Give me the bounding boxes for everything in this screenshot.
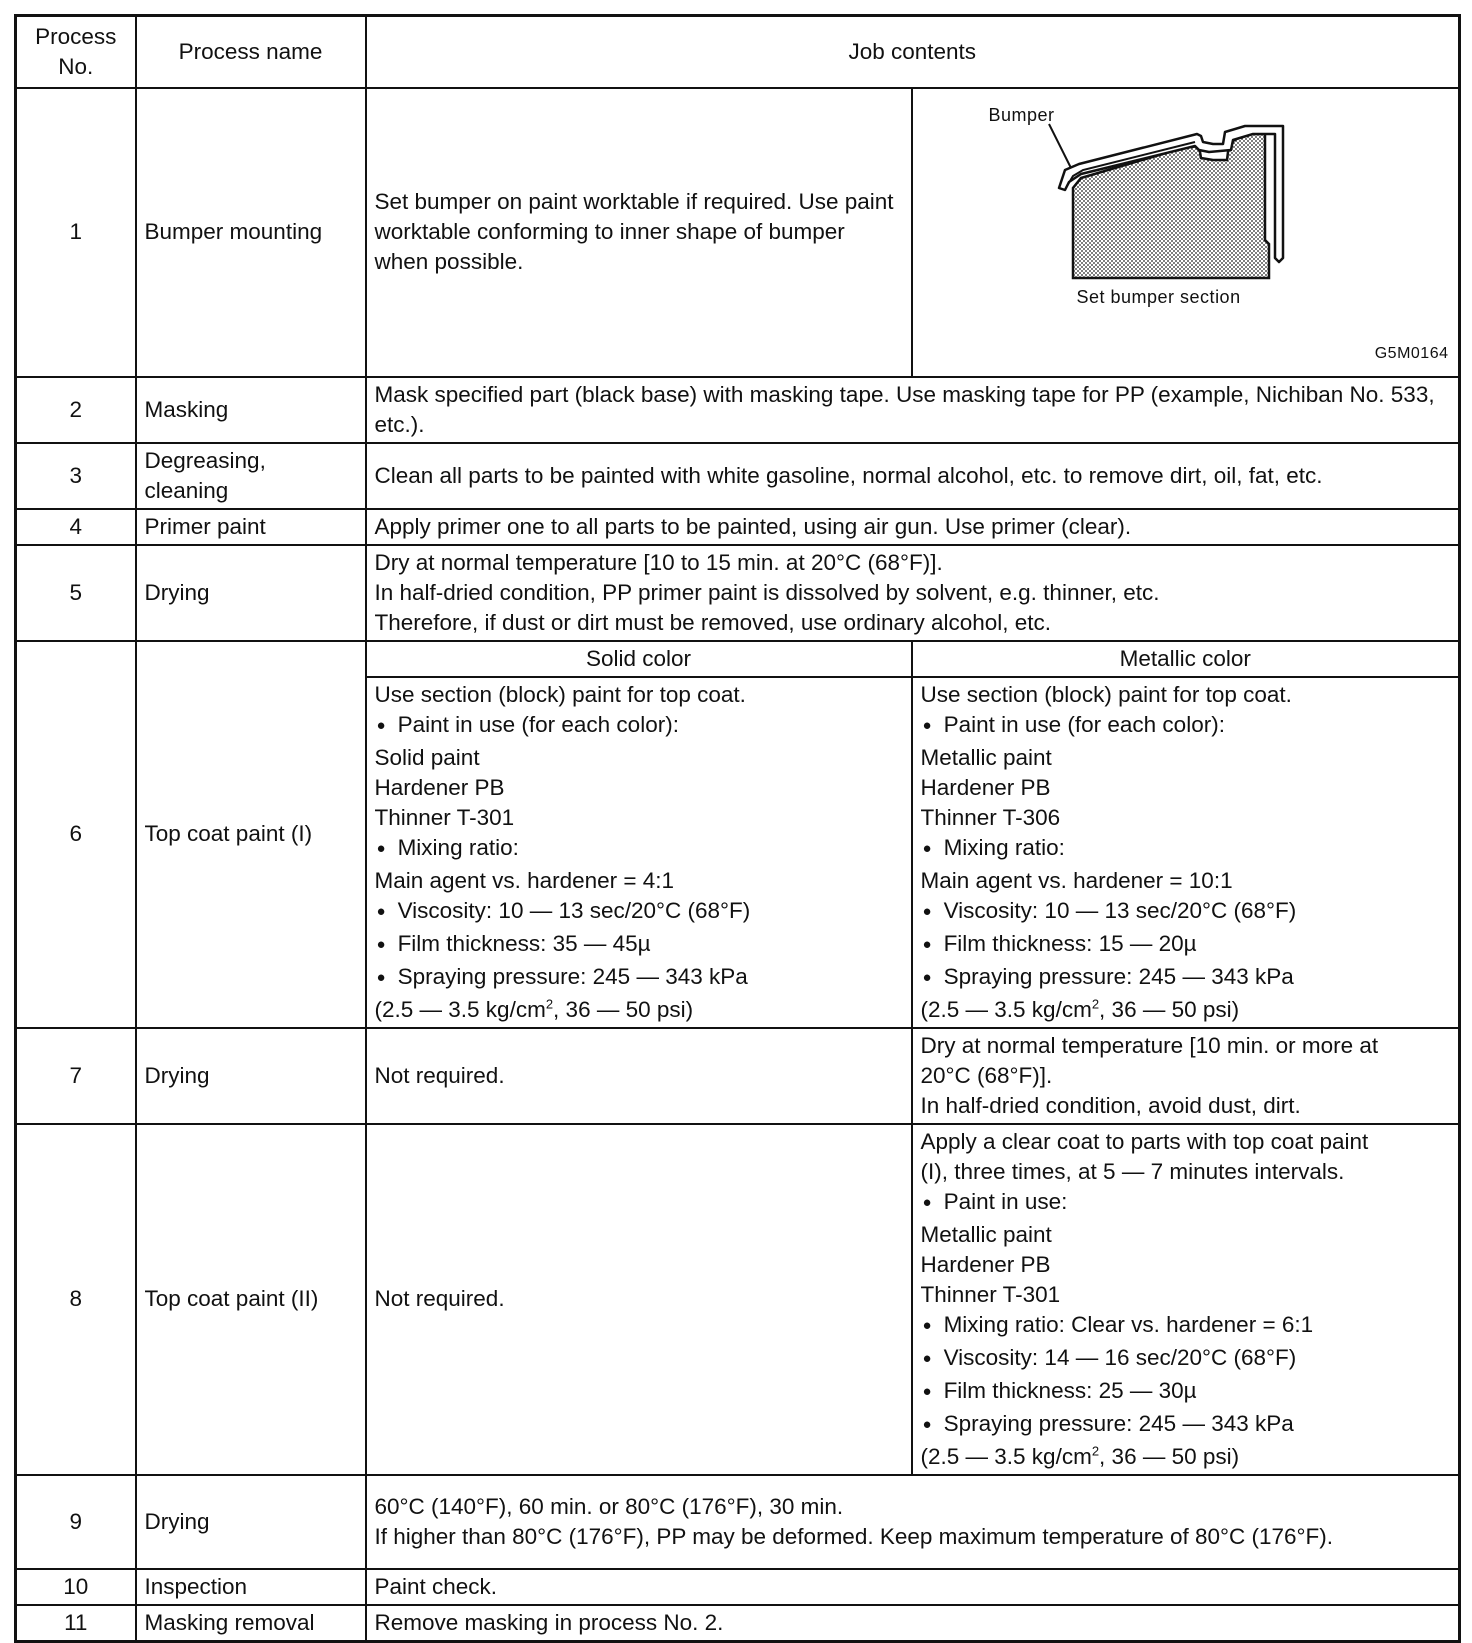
spec-bullet: ● Viscosity: 10 — 13 sec/20°C (68°F) xyxy=(921,896,1451,929)
pressure-b: , 36 — 50 psi) xyxy=(1099,1443,1240,1469)
job-text xyxy=(366,1475,1460,1569)
process-no: 10 xyxy=(16,1569,136,1605)
process-name: Drying xyxy=(136,1475,366,1569)
spec-line-pressure xyxy=(921,1442,1451,1472)
table-row xyxy=(16,545,1460,641)
spec-line: Dry at normal temperature [10 min. or more at xyxy=(920,1032,1379,1058)
pressure-sup: 2 xyxy=(1091,996,1100,1011)
pressure-sup: 2 xyxy=(1091,1443,1100,1458)
spec-line: Metallic paint xyxy=(920,1221,1052,1247)
spec-line: Use section (block) paint for top coat. xyxy=(374,681,746,707)
job-line: In half-dried condition, PP primer paint is dissolved by solvent, e.g. thinner, etc. xyxy=(374,579,1160,605)
header-job-contents: Job contents xyxy=(366,16,1460,88)
job-text: Apply primer one to all parts to be painted, using air gun. Use primer (clear). xyxy=(366,509,1460,545)
spec-bullet: ● Film thickness: 25 — 30µ xyxy=(921,1376,1451,1409)
spec-bullet: ● Viscosity: 10 — 13 sec/20°C (68°F) xyxy=(375,896,903,929)
table-row xyxy=(16,1475,1460,1569)
process-table xyxy=(14,14,1461,1643)
bumper-leader-line xyxy=(1049,124,1071,168)
spec-bullet: ● Mixing ratio: Clear vs. hardener = 6:1 xyxy=(921,1310,1451,1343)
spec-line: Hardener PB xyxy=(920,774,1051,800)
spec-bullet: ● Spraying pressure: 245 — 343 kPa xyxy=(921,962,1451,995)
spec-line: Metallic paint xyxy=(920,744,1052,770)
metallic-color-spec xyxy=(912,677,1460,1028)
spec-bullet: ● Paint in use (for each color): xyxy=(921,710,1451,743)
table-row xyxy=(16,377,1460,443)
process-name: Bumper mounting xyxy=(136,88,366,377)
process-table-sheet xyxy=(14,14,1458,1643)
solid-color-header: Solid color xyxy=(366,641,912,677)
spec-bullet: ● Film thickness: 15 — 20µ xyxy=(921,929,1451,962)
spec-line: Solid paint xyxy=(374,744,480,770)
job-text xyxy=(366,88,912,377)
process-name-line1: Degreasing, xyxy=(144,447,266,473)
process-name: Top coat paint (II) xyxy=(136,1124,366,1475)
spec-bullet: ● Film thickness: 35 — 45µ xyxy=(375,929,903,962)
job-text: Clean all parts to be painted with white gasoline, normal alcohol, etc. to remove dirt, oil, fat, etc. xyxy=(366,443,1460,509)
spec-line: (I), three times, at 5 — 7 minutes intervals. xyxy=(920,1158,1345,1184)
table-row xyxy=(16,1605,1460,1642)
spec-line: Hardener PB xyxy=(920,1251,1051,1277)
pressure-a: (2.5 — 3.5 kg/cm xyxy=(920,996,1092,1022)
spec-bullet: ● Mixing ratio: xyxy=(375,833,903,866)
process-name: Inspection xyxy=(136,1569,366,1605)
spec-line: In half-dried condition, avoid dust, dirt. xyxy=(920,1092,1301,1118)
worktable-block xyxy=(1073,134,1269,278)
pressure-a: (2.5 — 3.5 kg/cm xyxy=(920,1443,1092,1469)
job-line: Therefore, if dust or dirt must be removed, use ordinary alcohol, etc. xyxy=(374,609,1052,635)
process-name: Masking xyxy=(136,377,366,443)
spec-bullet: ● Paint in use (for each color): xyxy=(375,710,903,743)
process-name: Primer paint xyxy=(136,509,366,545)
header-process-no-line1: Process xyxy=(35,23,117,49)
bumper-figure xyxy=(913,90,1461,375)
job-text xyxy=(366,545,1460,641)
table-header-row xyxy=(16,16,1460,88)
bumper-section-diagram xyxy=(913,90,1461,375)
table-row xyxy=(16,641,1460,677)
header-process-name: Process name xyxy=(136,16,366,88)
spec-line: 20°C (68°F)]. xyxy=(920,1062,1053,1088)
spec-line: Thinner T-301 xyxy=(920,1281,1061,1307)
figure-label-section: Set bumper section xyxy=(1076,286,1241,307)
process-no: 7 xyxy=(16,1028,136,1124)
process-no: 9 xyxy=(16,1475,136,1569)
table-row xyxy=(16,1569,1460,1605)
job-line: 60°C (140°F), 60 min. or 80°C (176°F), 30 min. xyxy=(374,1493,844,1519)
process-no: 4 xyxy=(16,509,136,545)
table-row xyxy=(16,88,1460,377)
spec-bullet: ● Paint in use: xyxy=(921,1187,1451,1220)
pressure-a: (2.5 — 3.5 kg/cm xyxy=(374,996,546,1022)
process-name: Drying xyxy=(136,545,366,641)
spec-bullet: ● Viscosity: 14 — 16 sec/20°C (68°F) xyxy=(921,1343,1451,1376)
spec-line: Apply a clear coat to parts with top coat paint xyxy=(920,1128,1369,1154)
job-line: Dry at normal temperature [10 to 15 min. at 20°C (68°F)]. xyxy=(374,549,943,575)
job-text: Remove masking in process No. 2. xyxy=(366,1605,1460,1642)
spec-line-pressure xyxy=(921,995,1451,1025)
process-name-line2: cleaning xyxy=(144,477,229,503)
pressure-b: , 36 — 50 psi) xyxy=(1099,996,1240,1022)
metallic-color-header: Metallic color xyxy=(912,641,1460,677)
table-row xyxy=(16,443,1460,509)
spec-bullet: ● Spraying pressure: 245 — 343 kPa xyxy=(921,1409,1451,1442)
spec-line: Main agent vs. hardener = 10:1 xyxy=(920,867,1233,893)
spec-line: Thinner T-306 xyxy=(920,804,1061,830)
process-no: 11 xyxy=(16,1605,136,1642)
process-no: 3 xyxy=(16,443,136,509)
table-row xyxy=(16,509,1460,545)
process-no: 2 xyxy=(16,377,136,443)
metallic-color-spec xyxy=(912,1028,1460,1124)
table-row xyxy=(16,1028,1460,1124)
spec-line: Use section (block) paint for top coat. xyxy=(920,681,1292,707)
pressure-sup: 2 xyxy=(545,996,554,1011)
job-text: Mask specified part (black base) with masking tape. Use masking tape for PP (example, Nichiban No. 533, etc.). xyxy=(366,377,1460,443)
table-row xyxy=(16,1124,1460,1475)
spec-bullet: ● Mixing ratio: xyxy=(921,833,1451,866)
process-no: 1 xyxy=(16,88,136,377)
job-text-content: Set bumper on paint worktable if required. Use paint worktable conforming to inner shape of bumper when possible. xyxy=(374,189,894,274)
process-name xyxy=(136,443,366,509)
bumper-figure-cell xyxy=(912,88,1460,377)
solid-color-spec: Not required. xyxy=(366,1124,912,1475)
figure-label-bumper: Bumper xyxy=(988,104,1055,125)
header-process-no xyxy=(16,16,136,88)
figure-code: G5M0164 xyxy=(1374,344,1449,362)
metallic-color-spec xyxy=(912,1124,1460,1475)
spec-line: Main agent vs. hardener = 4:1 xyxy=(374,867,675,893)
solid-color-spec: Not required. xyxy=(366,1028,912,1124)
process-no: 8 xyxy=(16,1124,136,1475)
process-name: Top coat paint (I) xyxy=(136,641,366,1028)
job-line: If higher than 80°C (176°F), PP may be deformed. Keep maximum temperature of 80°C (176°F). xyxy=(374,1523,1334,1549)
process-name: Masking removal xyxy=(136,1605,366,1642)
header-process-no-line2: No. xyxy=(58,53,94,79)
process-name: Drying xyxy=(136,1028,366,1124)
spec-bullet: ● Spraying pressure: 245 — 343 kPa xyxy=(375,962,903,995)
process-no: 5 xyxy=(16,545,136,641)
spec-line: Thinner T-301 xyxy=(374,804,515,830)
solid-color-spec xyxy=(366,677,912,1028)
pressure-b: , 36 — 50 psi) xyxy=(553,996,694,1022)
process-no: 6 xyxy=(16,641,136,1028)
job-text: Paint check. xyxy=(366,1569,1460,1605)
spec-line-pressure xyxy=(375,995,903,1025)
spec-line: Hardener PB xyxy=(374,774,505,800)
